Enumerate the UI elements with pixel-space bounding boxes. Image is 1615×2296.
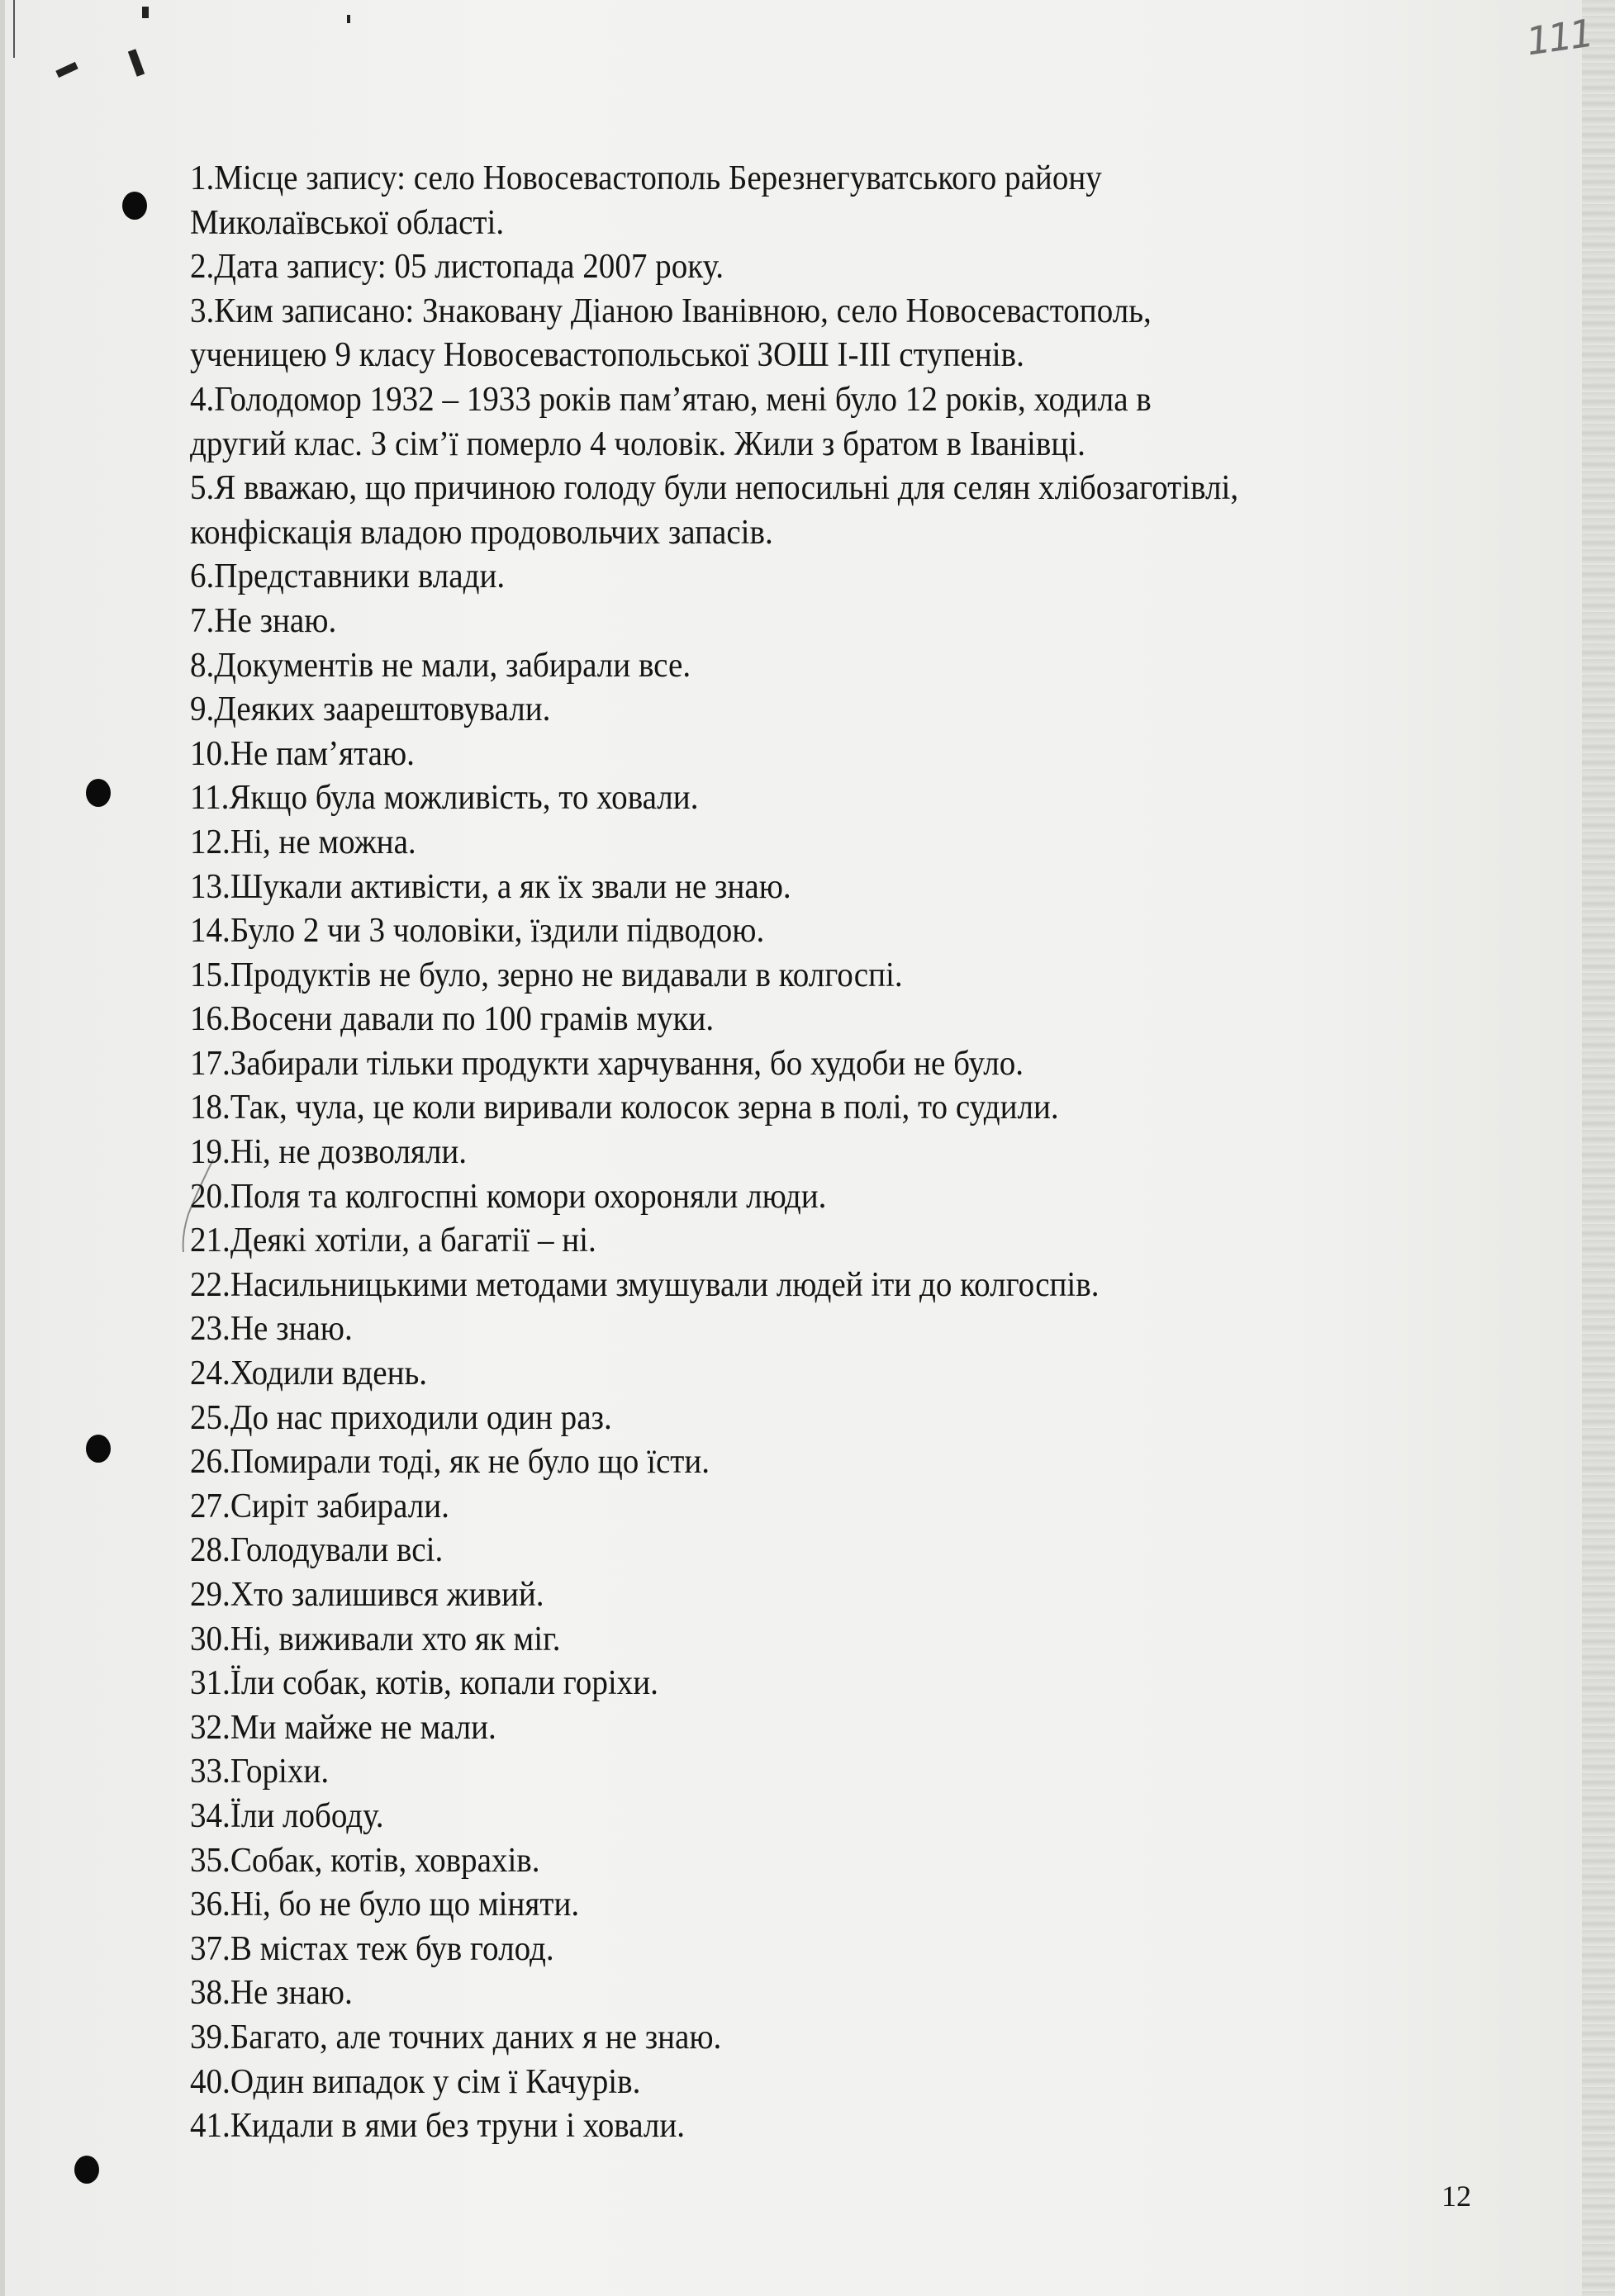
record-line: 37.В містах теж був голод.	[190, 1929, 554, 1968]
record-line: 20.Поля та колгоспні комори охороняли люди.	[190, 1177, 827, 1216]
record-line: 17.Забирали тільки продукти харчування, бо худоби не було.	[190, 1044, 1024, 1083]
record-line: 39.Багато, але точних даних я не знаю.	[190, 2018, 722, 2056]
scan-left-edge	[0, 0, 5, 2296]
scan-artifact-mark	[142, 7, 149, 18]
record-line: 40.Один випадок у сім ї Качурів.	[190, 2062, 641, 2101]
record-line: 29.Хто залишився живий.	[190, 1576, 544, 1614]
record-line: 10.Не пам’ятаю.	[190, 734, 415, 773]
record-line: 24.Ходили вдень.	[190, 1354, 428, 1393]
record-line: 21.Деякі хотіли, а багатії – ні.	[190, 1222, 596, 1260]
punch-hole	[86, 779, 111, 807]
record-line: Миколаївської області.	[190, 203, 505, 242]
record-line: 25.До нас приходили один раз.	[190, 1398, 612, 1437]
record-line: 36.Ні, бо не було що міняти.	[190, 1886, 580, 1924]
record-line: 15.Продуктів не було, зерно не видавали в колгоспі.	[190, 956, 903, 994]
scan-artifact-line	[13, 0, 15, 58]
scan-artifact-mark	[128, 49, 145, 76]
record-line: конфіскація владою продовольчих запасів.	[190, 513, 773, 552]
record-line: 6.Представники влади.	[190, 557, 506, 596]
record-line: 14.Було 2 чи 3 чоловіки, їздили підводою.	[190, 912, 765, 951]
punch-hole	[74, 2156, 99, 2184]
record-line: 7.Не знаю.	[190, 601, 337, 640]
punch-hole	[122, 192, 147, 220]
record-line: 19.Ні, не дозволяли.	[190, 1133, 468, 1172]
record-line: 28.Голодували всі.	[190, 1531, 444, 1570]
record-line: 22.Насильницькими методами змушували людей іти до колгоспів.	[190, 1265, 1100, 1304]
record-line: 34.Їли лободу.	[190, 1796, 384, 1835]
record-line: 38.Не знаю.	[190, 1974, 353, 2013]
record-line: 13.Шукали активісти, а як їх звали не знаю.	[190, 867, 791, 906]
record-line: 16.Восени давали по 100 грамів муки.	[190, 1000, 715, 1039]
punch-hole	[86, 1435, 111, 1463]
record-line: 2.Дата запису: 05 листопада 2007 року.	[190, 248, 724, 287]
record-line: 30.Ні, виживали хто як міг.	[190, 1620, 561, 1658]
record-line: 33.Горіхи.	[190, 1753, 330, 1791]
record-line: 26.Помирали тоді, як не було що їсти.	[190, 1443, 710, 1482]
record-line: 32.Ми майже не мали.	[190, 1708, 496, 1747]
record-line: 27.Сиріт забирали.	[190, 1487, 449, 1525]
record-line: 4.Голодомор 1932 – 1933 років пам’ятаю, мені було 12 років, ходила в	[190, 380, 1152, 419]
page-number: 12	[1442, 2180, 1471, 2213]
scan-right-edge-shadow	[1582, 0, 1615, 2296]
record-line: 35.Собак, котів, ховрахів.	[190, 1841, 540, 1880]
folio-number: 111	[1523, 10, 1594, 64]
record-line: 3.Ким записано: Знаковану Діаною Іванівною, село Новосевастополь,	[190, 292, 1152, 330]
record-line: 1.Місце запису: село Новосевастополь Березнегуватського району	[190, 159, 1102, 197]
record-line: 8.Документів не мали, забирали все.	[190, 646, 691, 685]
record-line: 12.Ні, не можна.	[190, 823, 416, 861]
record-line: другий клас. З сім’ї померло 4 чоловік. Жили з братом в Іванівці.	[190, 425, 1085, 463]
record-line: 23.Не знаю.	[190, 1310, 353, 1349]
record-line: 5.Я вважаю, що причиною голоду були непосильні для селян хлібозаготівлі,	[190, 469, 1239, 508]
interview-record	[190, 157, 1545, 2149]
record-line: 41.Кидали в ями без труни і ховали.	[190, 2107, 686, 2146]
scan-artifact-mark	[347, 15, 350, 23]
record-line: 11.Якщо була можливість, то ховали.	[190, 779, 699, 818]
record-line: 31.Їли собак, котів, копали горіхи.	[190, 1664, 658, 1703]
scan-artifact-mark	[55, 62, 78, 78]
record-line: ученицею 9 класу Новосевастопольської ЗОШ І-ІІІ ступенів.	[190, 336, 1024, 375]
record-line: 18.Так, чула, це коли виривали колосок зерна в полі, то судили.	[190, 1089, 1059, 1127]
record-line: 9.Деяких заарештовували.	[190, 690, 551, 729]
